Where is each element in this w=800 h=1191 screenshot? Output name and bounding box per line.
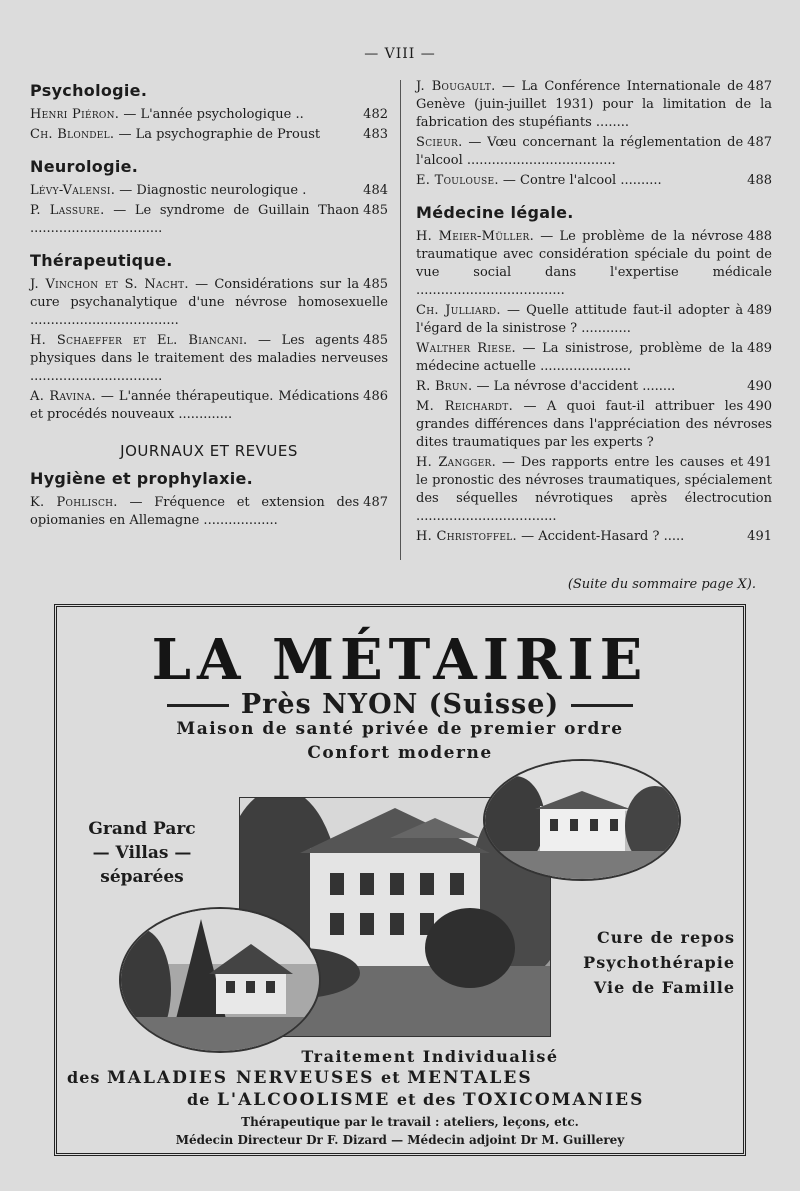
ad-tagline: Maison de santé privée de premier ordre (176, 719, 624, 739)
toc-entry: 484 Lévy-Valensi. — Diagnostic neurologique . (30, 183, 388, 198)
toc-entry: 485 H. Schaeffer et El. Biancani. — Les agents physiques dans le traitement des maladies nerveuses ................................ (30, 333, 388, 384)
continued-note: (Suite du sommaire page X). (567, 577, 756, 592)
left-column (30, 78, 388, 532)
ad-subtitle: Près NYON (Suisse) (57, 689, 743, 720)
toc-entry: 485 J. Vinchon et S. Nacht. — Considérations sur la cure psychanalytique d'une névrose homosexuelle .................................... (30, 277, 388, 328)
ad-footer-doctors: Médecin Directeur Dr F. Dizard — Médecin adjoint Dr M. Guillerey (175, 1133, 625, 1147)
ad-right-features: Cure de repos Psychothérapie Vie de Famille (583, 928, 735, 997)
toc-entry: 489 Ch. Julliard. — Quelle attitude faut-il adopter à l'égard de la sinistrose ? ............ (416, 303, 772, 336)
villa-photo-oval (483, 759, 681, 881)
ad-treatment: Traitement Individualisé des MALADIES NERVEUSES et MENTALES de L'ALCOOLISME et des TOXICOMANIES (67, 1047, 645, 1110)
toc-entry: 487 Scieur. — Vœu concernant la réglementation de l'alcool .................................... (416, 135, 772, 168)
section-title: Psychologie. (30, 81, 148, 100)
page-number: — VIII — (364, 46, 436, 62)
chalet-photo-oval (119, 907, 321, 1053)
toc-entry: 488 H. Meier-Müller. — Le problème de la névrose traumatique avec considération spéciale du point de vue social dans l'expertise médicale .................................... (416, 229, 772, 298)
toc-entry: 483 Ch. Blondel. — La psychographie de Proust (30, 127, 388, 142)
journals-heading: JOURNAUX ET REVUES (120, 442, 298, 460)
toc-entry: 487 K. Pohlisch. — Fréquence et extension des opiomanies en Allemagne .................. (30, 495, 388, 528)
ad-tagline-comfort: Confort moderne (307, 743, 493, 763)
ad-footer-therapy: Thérapeutique par le travail : ateliers, leçons, etc. (241, 1115, 579, 1129)
toc-entry: 482 Henri Piéron. — L'année psychologique .. (30, 107, 388, 122)
ad-left-features: Grand Parc — Villas — séparées (88, 819, 196, 887)
advertisement (54, 604, 746, 1156)
toc-entry: 490 R. Brun. — La névrose d'accident ........ (416, 379, 772, 394)
section-title: Médecine légale. (416, 203, 574, 222)
column-divider (400, 80, 401, 560)
section-title: Hygiène et prophylaxie. (30, 469, 254, 488)
toc-entry: 488 E. Toulouse. — Contre l'alcool .......... (416, 173, 772, 188)
toc-entry: 490 M. Reichardt. — A quoi faut-il attribuer les grandes différences dans l'appréciation des névroses dites traumatiques par les experts ? (416, 399, 772, 450)
toc-entry: 491 H. Zangger. — Des rapports entre les causes et le pronostic des névroses traumatiques, spécialement des séquelles névrotiques après électrocution .................................. (416, 455, 772, 524)
right-column (416, 78, 772, 548)
ad-title: LA MÉTAIRIE (151, 627, 649, 693)
toc-entry: 485 P. Lassure. — Le syndrome de Guillain Thaon ................................ (30, 203, 388, 236)
toc-entry: 491 H. Christoffel. — Accident-Hasard ? ..... (416, 529, 772, 544)
toc-entry: 489 Walther Riese. — La sinistrose, problème de la médecine actuelle ...................... (416, 341, 772, 374)
toc-entry: 487 J. Bougault. — La Conférence Internationale de Genève (juin-juillet 1931) pour la limitation de la fabrication des stupéfiants ........ (416, 79, 772, 130)
toc-entry: 486 A. Ravina. — L'année thérapeutique. Médications et procédés nouveaux ............. (30, 389, 388, 422)
section-title: Neurologie. (30, 157, 139, 176)
section-title: Thérapeutique. (30, 251, 173, 270)
